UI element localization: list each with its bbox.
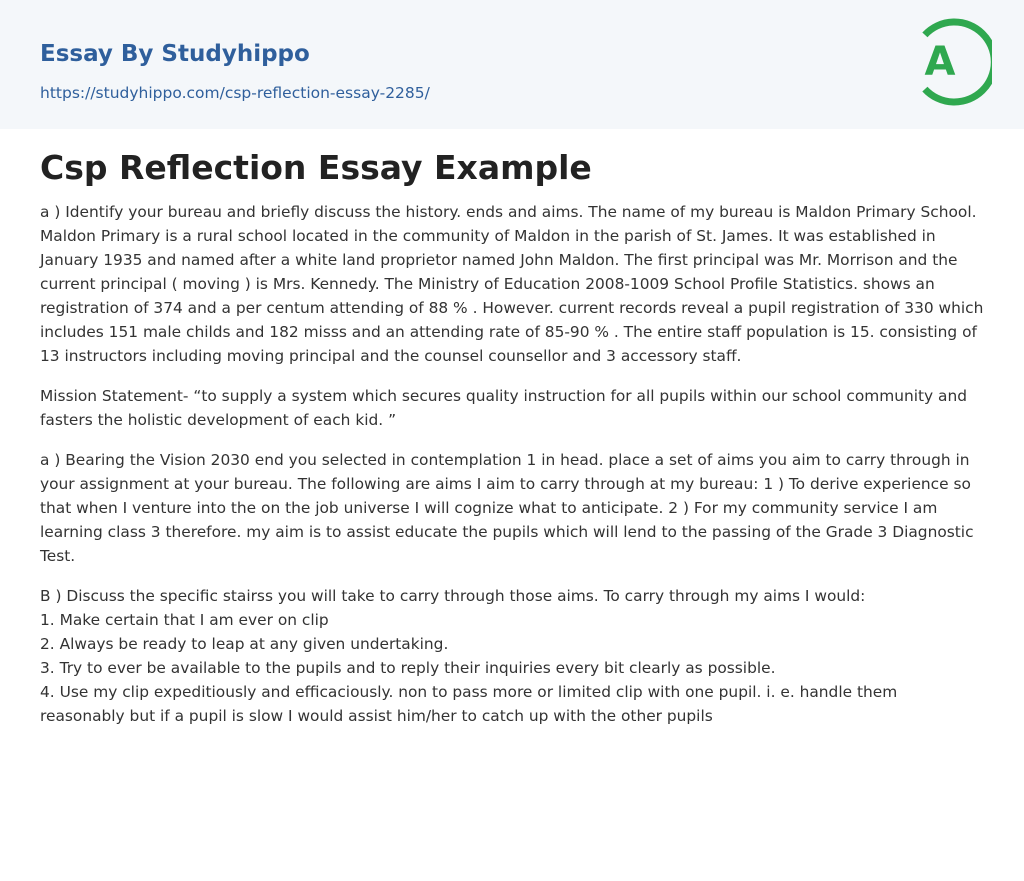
list-item: 3. Try to ever be available to the pupils and to reply their inquiries every bit clearly as possible. [40,659,776,677]
list-item: 4. Use my clip expeditiously and efficaciously. non to pass more or limited clip with one pupil. i. e. handle them reasonably but if a pupil is slow I would assist him/her to catch up with the other pupils [40,683,898,725]
paragraph-line: Maldon Primary is a rural school located in the community of Maldon in the parish of St. James. It was established in January 1935 and named after a white land proprietor named John Maldon. The first principal was Mr. Morrison and the current principal ( moving ) is Mrs. Kennedy. The Ministry of Education 2008-1009 School Profile Statistics. shows an registration of 374 and a per centum attending of 88 % . However. current records reveal a pupil registration of 330 which includes 151 male childs and 182 misss and an attending rate of 85-90 % . The entire staff population is 15. consisting of 13 instructors including moving principal and the counsel counsellor and 3 accessory staff. [40,227,984,365]
paragraph-line: Mission Statement- “to supply a system which secures quality instruction for all pupils within our school community and fasters the holistic development of each kid. ” [40,387,967,429]
paragraph-line: a ) Identify your bureau and briefly discuss the history. ends and aims. The name of my bureau is Maldon Primary School. [40,203,977,221]
list-item: 1. Make certain that I am ever on clip [40,611,329,629]
essay-content [40,146,986,744]
studyhippo-logo-icon[interactable] [904,18,992,106]
logo-letter: A [924,39,956,85]
essay-paragraph-1 [40,200,986,368]
paragraph-line: B ) Discuss the specific stairss you will take to carry through those aims. To carry through my aims I would: [40,587,866,605]
source-url-link[interactable]: https://studyhippo.com/csp-reflection-essay-2285/ [40,84,430,102]
paragraph-line: a ) Bearing the Vision 2030 end you selected in contemplation 1 in head. place a set of aims you aim to carry through in your assignment at your bureau. The following are aims I aim to carry through at my bureau: 1 ) To derive experience so that when I venture into the on the job universe I will cognize what to anticipate. 2 ) For my community service I am learning class 3 therefore. my aim is to assist educate the pupils which will lend to the passing of the Grade 3 Diagnostic Test. [40,451,974,565]
essay-paragraph-2 [40,384,986,432]
page-title: Csp Reflection Essay Example [40,148,592,187]
essay-paragraph-4 [40,584,986,728]
list-item: 2. Always be ready to leap at any given undertaking. [40,635,449,653]
site-title[interactable]: Essay By Studyhippo [40,41,310,67]
site-header [0,0,1024,129]
essay-paragraph-3 [40,448,986,568]
